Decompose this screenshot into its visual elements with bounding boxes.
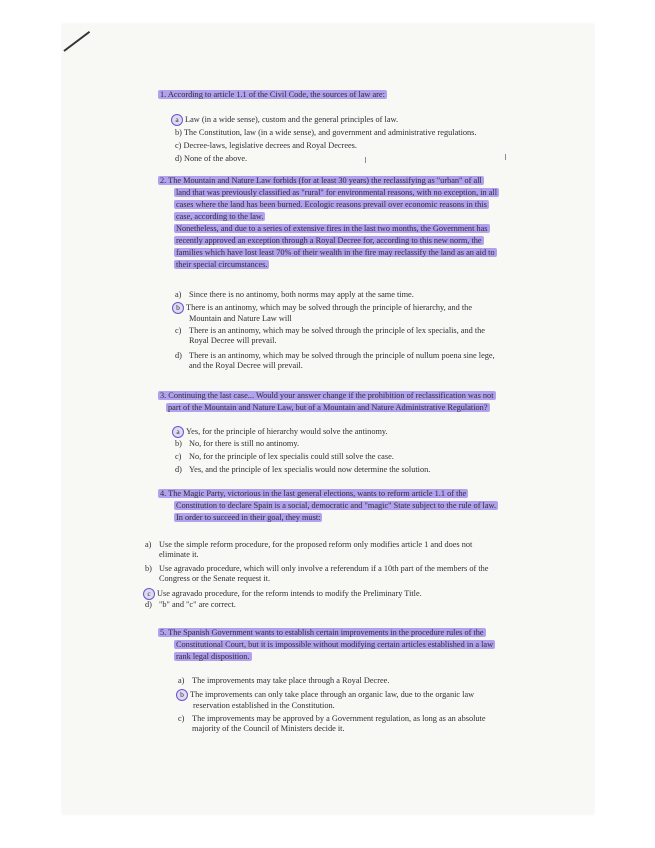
q2-option-c-letter: c) [175, 326, 182, 335]
q5-option-b-text-2: reservation established in the Constitution. [193, 701, 335, 710]
q2-line: families which have lost least 70% of their wealth in the fire may reclassify the land as an aid to [176, 247, 495, 257]
q2-line: cases where the land has been burned. Ecologic reasons prevail over economic reasons in this [176, 199, 487, 209]
q5-option-c-letter: c) [178, 714, 185, 723]
q3-option-c-text: No, for the principle of lex specialis could still solve the case. [189, 452, 394, 461]
q2-line: case, according to the law. [176, 211, 264, 221]
q2-line: 2. The Mountain and Nature Law forbids (for at least 30 years) the reclassifying as "urban" of all [160, 176, 482, 185]
q3-option-a [172, 426, 388, 438]
q5-line: rank legal disposition. [176, 651, 250, 661]
q5-line: 5. The Spanish Government wants to establish certain improvements in the procedure rules of the [160, 628, 484, 637]
answer-circle: c [143, 588, 155, 600]
q3-option-b [175, 439, 299, 449]
q2-line: Nonetheless, and due to a series of extensive fires in the last two months, the Government has [176, 223, 488, 233]
q4-option-b-text-2: Congress or the Senate request it. [159, 574, 271, 584]
q5-option-b-text: The improvements can only take place through an organic law, due to the organic law [190, 690, 475, 699]
q3-option-d [175, 465, 430, 475]
q2-option-c-text: There is an antinomy, which may be solved through the principle of lex specialis, and the [189, 326, 485, 335]
q3-option-d-letter: d) [175, 465, 182, 474]
q3-line: 3. Continuing the last case... Would your answer change if the prohibition of reclassification was not [160, 391, 494, 400]
q5-prompt [158, 627, 553, 663]
q4-option-a-text: Use the simple reform procedure, for the proposed reform only modifies article 1 and does not [159, 540, 473, 549]
q1-option-c [175, 141, 357, 151]
q1-option-d-letter: d) [175, 154, 182, 163]
q1-title [158, 89, 387, 101]
q1-option-b-text: The Constitution, law (in a wide sense), and government and administrative regulations. [183, 128, 477, 137]
q2-option-b-text-2: Mountain and Nature Law will [189, 314, 292, 323]
q5-option-c-text-2: majority of the Council of Ministers decide it. [192, 724, 345, 734]
q4-line: 4. The Magic Party, victorious in the last general elections, wants to reform article 1.1 of the [160, 489, 467, 498]
q2-option-d [175, 351, 495, 372]
q4-option-a [145, 540, 472, 561]
q1-option-c-text: Decree-laws, legislative decrees and Royal Decrees. [183, 141, 357, 150]
q1-title-text: 1. According to article 1.1 of the Civil Code, the sources of law are: [160, 90, 385, 99]
q5-option-c-text: The improvements may be approved by a Government regulation, as long as an absolute [192, 714, 486, 723]
q4-option-a-letter: a) [145, 540, 152, 549]
q4-option-b [145, 564, 488, 585]
answer-circle: a [171, 114, 183, 126]
q2-option-c-text-2: Royal Decree will prevail. [189, 336, 277, 346]
q1-option-b [175, 128, 477, 138]
q3-option-a-text: Yes, for the principle of hierarchy would solve the antinomy. [186, 427, 388, 436]
q5-option-a-letter: a) [178, 676, 185, 685]
q4-line: In order to succeed in their goal, they must: [176, 512, 321, 522]
q2-option-d-text: There is an antinomy, which may be solved through the principle of nullum poena sine lege, [189, 351, 495, 360]
q1-option-d [175, 154, 247, 164]
q2-line: land that was previously classified as "rural" for environmental reasons, with no exception, in all [176, 187, 498, 197]
q2-line: their special circumstances. [176, 259, 268, 269]
q1-option-a-text: Law (in a wide sense), custom and the general principles of law. [185, 115, 399, 124]
q4-option-d-text: "b" and "c" are correct. [159, 600, 236, 609]
q2-option-b-text: There is an antinomy, which may be solved through the principle of hierarchy, and the [186, 303, 472, 312]
q2-option-a-text: Since there is no antinomy, both norms may apply at the same time. [189, 290, 414, 299]
q5-option-a-text: The improvements may take place through a Royal Decree. [192, 676, 390, 685]
q2-prompt [158, 175, 553, 271]
q4-option-c [143, 588, 422, 600]
q5-option-c [178, 714, 486, 735]
stray-mark [365, 157, 366, 163]
q4-prompt [158, 488, 553, 524]
q5-option-b [176, 689, 474, 711]
q2-option-a-letter: a) [175, 290, 182, 299]
q4-option-b-text: Use agravado procedure, which will only involve a referendum if a 10th part of the members of the [159, 564, 489, 573]
q4-option-c-text: Use agravado procedure, for the reform intends to modify the Preliminary Title. [157, 589, 422, 598]
q1-option-c-letter: c) [175, 141, 182, 150]
q5-line: Constitutional Court, but it is impossible without modifying certain articles established in a law [176, 639, 494, 649]
q3-prompt [158, 390, 553, 414]
q1-option-d-text: None of the above. [184, 154, 248, 163]
answer-circle: a [172, 426, 184, 438]
q1-option-b-letter: b) [175, 128, 182, 137]
q3-option-c [175, 452, 394, 462]
answer-circle: b [176, 689, 188, 701]
q3-option-d-text: Yes, and the principle of lex specialis would now determine the solution. [189, 465, 431, 474]
q2-option-c [175, 326, 485, 347]
q4-option-b-letter: b) [145, 564, 152, 573]
q2-line: recently approved an exception through a Royal Decree for, according to this new norm, the [176, 235, 482, 245]
q3-option-c-letter: c) [175, 452, 182, 461]
q2-option-a [175, 290, 414, 300]
q3-option-b-text: No, for there is still no antinomy. [189, 439, 300, 448]
answer-circle: b [172, 302, 184, 314]
q4-option-d-letter: d) [145, 600, 152, 609]
stray-mark [505, 154, 506, 160]
q4-line: Constitution to declare Spain is a social, democratic and "magic" State subject to the rule of law. [176, 500, 497, 510]
q1-option-a [171, 114, 398, 126]
q2-option-b [172, 302, 472, 324]
q4-option-a-text-2: eliminate it. [159, 550, 199, 560]
q3-line: part of the Mountain and Nature Law, but of a Mountain and Nature Administrative Regulation? [168, 402, 488, 412]
q2-option-d-letter: d) [175, 351, 182, 360]
q4-option-d [145, 600, 236, 610]
q5-option-a [178, 676, 389, 686]
q2-option-d-text-2: and the Royal Decree will prevail. [189, 361, 303, 371]
q3-option-b-letter: b) [175, 439, 182, 448]
